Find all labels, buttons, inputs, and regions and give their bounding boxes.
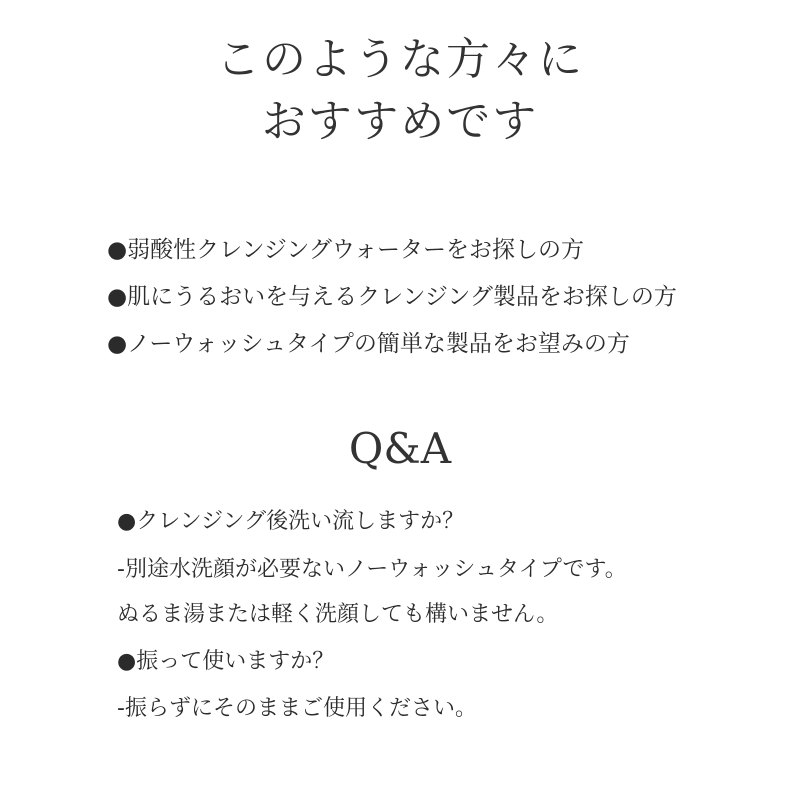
qa-question: ●振って使いますか？	[117, 649, 335, 674]
qa-question: ●クレンジング後洗い流しますか？	[117, 509, 465, 534]
recommendation-item: ●肌にうるおいを与えるクレンジング製品をお探しの方	[107, 284, 677, 310]
qa-answer: -振らずにそのままご使用ください。	[117, 696, 477, 721]
heading-line-2: おすすめです	[261, 96, 539, 147]
qa-title: Q&A	[348, 424, 452, 473]
recommendation-item: ●ノーウォッシュタイプの簡単な製品をお望みの方	[107, 331, 630, 357]
qa-answer: ぬるま湯または軽く洗顔しても構いません。	[117, 602, 559, 627]
qa-answer: -別途水洗顔が必要ないノーウォッシュタイプです。	[117, 557, 627, 582]
recommendation-item: ●弱酸性クレンジングウォーターをお探しの方	[107, 237, 584, 263]
heading-line-1: このような方々に	[216, 34, 584, 85]
